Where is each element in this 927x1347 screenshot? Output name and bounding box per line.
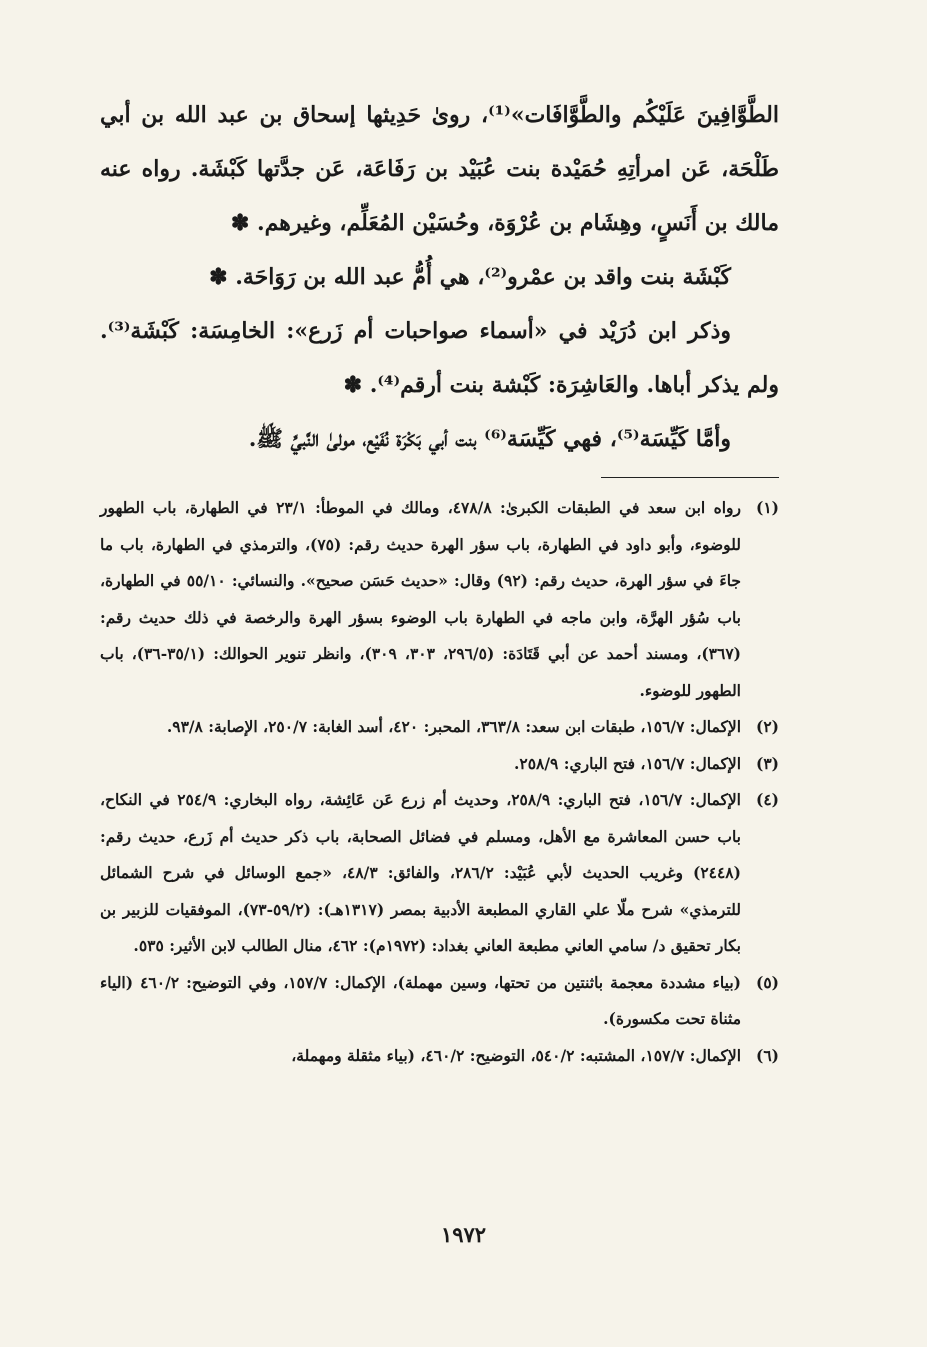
- footnote-number: (١): [755, 498, 779, 517]
- main-text: [100, 88, 779, 466]
- paragraph-4: وأمَّا كَيِّسَة⁽⁵⁾، فهي كَيِّسَة⁽⁶⁾ بنت أبي بَكْرَة نُفَيْع، مولىٰ النَّبيِّ ﷺ.: [248, 426, 731, 452]
- footnote-text: الإكمال: ١٥٦/٧، طبقات ابن سعد: ٣٦٣/٨، المحبر: ٤٢٠، أسد الغابة: ٢٥٠/٧، الإصابة: ٩٣/٨.: [166, 717, 741, 736]
- footnote-text: الإكمال: ١٥٦/٧، فتح الباري: ٢٥٨/٩.: [514, 753, 741, 773]
- page-number: ١٩٧٢: [440, 1222, 487, 1247]
- footnote-5: [100, 965, 779, 1038]
- footnote-text: رواه ابن سعد في الطبقات الكبرىٰ: ٤٧٨/٨، ومالك في الموطأ: ٢٣/١ في الطهارة، باب الطهور للوضوء، وأبو داود في الطهارة، باب سؤر الهرة حديث رقم: (٧٥)، والترمذي في الطهارة، باب ما جاءَ في سؤر الهرة، حديث رقم: (٩٢) وقال: «حديث حَسَن صحيح». والنسائي: ٥٥/١٠ في الطهارة، باب سُؤر الهرَّة، وابن ماجه في الطهارة باب الوضوء بسؤر الهرة والرخصة في ذلك حديث رقم: (٣٦٧)، ومسند أحمد عن أبي قَتَادَة: (٢٩٦/٥، ٣٠٣، ٣٠٩)، وانظر تنوير الحوالك: (٣٥/١-٣٦)، باب الطهور للوضوء.: [100, 498, 742, 700]
- footnote-4: [100, 782, 779, 965]
- footnote-text: الإكمال: ١٥٧/٧، المشتبه: ٥٤٠/٢، التوضيح: ٤٦٠/٢، (بياء مثقلة ومهملة،: [291, 1045, 741, 1065]
- footnotes: [100, 490, 779, 1074]
- paragraph-2: كَبْشَة بنت واقد بن عمْرو⁽²⁾، هي أُمُّ عبد الله بن رَوَاحَة. ✽: [209, 264, 731, 290]
- paragraph-3: وذكر ابن دُرَيْد في «أسماء صواحبات أم زَرع»: الخامِسَة: كَبْشَة⁽³⁾. ولم يذكر أباها. والعَاشِرَة: كَبْشة بنت أرقم⁽⁴⁾. ✽: [100, 318, 779, 398]
- footnote-6: [100, 1038, 779, 1075]
- footnote-text: (بياء مشددة معجمة باثنتين من تحتها، وسين مهملة)، الإكمال: ١٥٧/٧، وفي التوضيح: ٤٦٠/٢ (الياء مثناة تحت مكسورة).: [100, 972, 741, 1028]
- paragraph-1: الطَّوَّافِينَ عَلَيْكُم والطَّوَّافَات»⁽¹⁾، روىٰ حَدِيثها إسحاق بن عبد الله بن أبي طَلْحَة، عَن امرأتِهِ حُمَيْدة بنت عُبَيْد بن رَفَاعَة، عَن جدَّتها كَبْشَة. رواه عنه مالك بن أَنَسٍ، وهِشَام بن عُرْوَة، وحُسَيْن المُعَلِّم، وغيرهم. ✽: [100, 102, 779, 236]
- footnote-1: [100, 490, 779, 709]
- footnote-number: (٥): [755, 972, 779, 992]
- footnote-2: [100, 709, 779, 746]
- footnote-number: (٣): [755, 753, 779, 773]
- footnote-number: (٤): [755, 790, 779, 809]
- footnote-3: [100, 746, 779, 783]
- footnote-divider: [601, 477, 779, 478]
- footnote-number: (٢): [755, 717, 779, 736]
- footnote-number: (٦): [755, 1045, 779, 1065]
- footnote-text: الإكمال: ١٥٦/٧، فتح الباري: ٢٥٨/٩، وحديث أم زرع عَن عَائِشة، رواه البخاري: ٢٥٤/٩ في النكاح، باب حسن المعاشرة مع الأهل، ومسلم في فضائل الصحابة، باب ذكر حديث أم زَرع، حديث رقم: (٢٤٤٨) وغريب الحديث لأبي عُبَيْد: ٢٨٦/٢، والفائق: ٤٨/٣، «جمع الوسائل في شرح الشمائل للترمذي» شرح ملّا علي القاري المطبعة الأدبية بمصر (١٣١٧هـ): (٥٩/٢-٧٣)، الموفقيات للزبير بن بكار تحقيق د/ سامي العاني مطبعة العاني بغداد: (١٩٧٢م): ٤٦٢، منال الطالب لابن الأثير: ٥٣٥.: [100, 790, 741, 955]
